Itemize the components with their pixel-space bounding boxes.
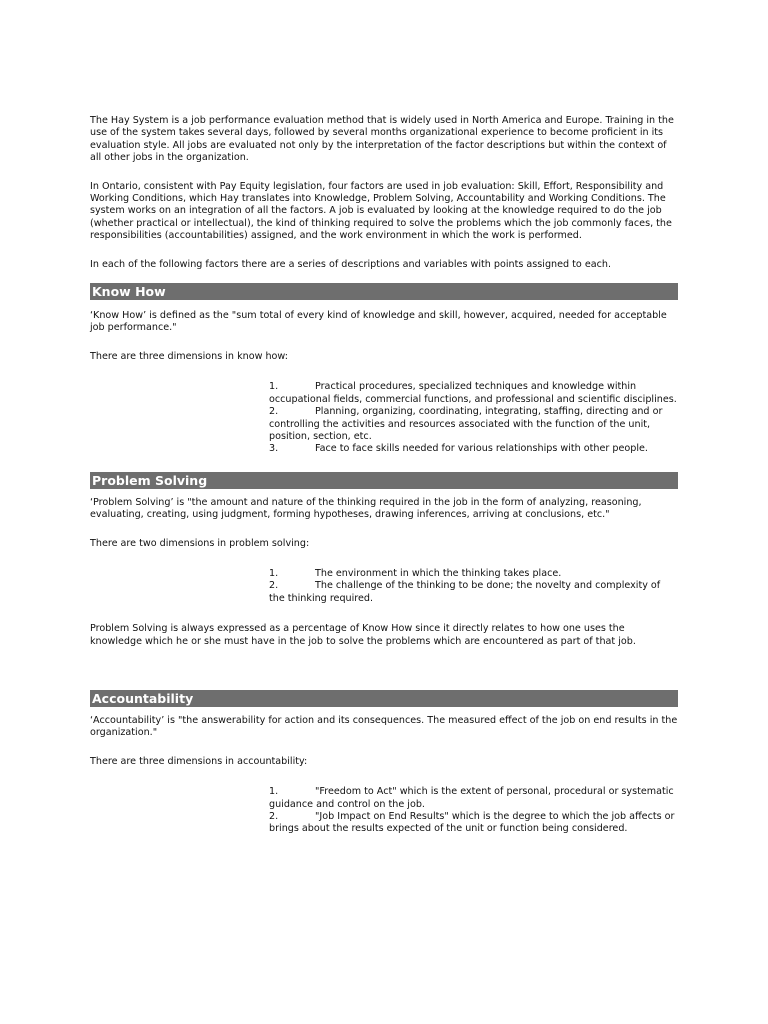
know-how-list — [269, 381, 677, 455]
intro-paragraph-2: In Ontario, consistent with Pay Equity legislation, four factors are used in job evaluation: Skill, Effort, Responsibility and Working Conditions, which Hay translates into Knowledge, Problem Solving, Accountability and Working Conditions. The system works on an integration of all the factors. A job is evaluated by looking at the knowledge required to do the job (whether practical or intellectual), the kind of thinking required to solve the problems which the job commonly faces, the responsibilities (accountabilities) assigned, and the work environment in which the work is performed. — [90, 180, 672, 242]
list-item-text: Practical procedures, specialized techniques and knowledge within occupational fields, commercial functions, and professional and scientific disciplines. — [269, 381, 677, 405]
list-item-text: "Freedom to Act" which is the extent of personal, procedural or systematic guidance and control on the job. — [269, 786, 674, 810]
list-item — [269, 406, 677, 443]
accountability-list — [269, 786, 677, 836]
problem-solving-definition: ‘Problem Solving’ is "the amount and nature of the thinking required in the job in the form of analyzing, reasoning, evaluating, creating, using judgment, forming hypotheses, drawing inferences, arriving at conclusions, etc." — [90, 496, 642, 521]
list-item-number: 1. — [269, 567, 279, 579]
list-item-number: 1. — [269, 381, 279, 393]
list-item-text: The environment in which the thinking takes place. — [315, 567, 562, 579]
know-how-heading: Know How — [90, 283, 678, 300]
list-item — [269, 580, 677, 605]
list-item — [269, 811, 677, 836]
list-item-number: 1. — [269, 786, 279, 798]
list-item-text: Planning, organizing, coordinating, integrating, staffing, directing and or controlling the activities and resources associated with the function of the unit, position, section, etc. — [269, 406, 663, 442]
document-page — [90, 115, 678, 852]
problem-solving-list — [269, 568, 677, 605]
list-item — [269, 568, 677, 580]
problem-solving-note: Problem Solving is always expressed as a percentage of Know How since it directly relates to how one uses the knowledge which he or she must have in the job to solve the problems which are encountered as part of that job. — [90, 623, 636, 647]
list-item — [269, 443, 677, 455]
accountability-definition: ‘Accountability’ is "the answerability for action and its consequences. The measured effect of the job on end results in the organization." — [90, 714, 678, 739]
accountability-heading: Accountability — [90, 690, 678, 707]
list-item-text: Face to face skills needed for various relationships with other people. — [315, 443, 648, 455]
list-item-number: 2. — [269, 811, 279, 822]
accountability-dimensions-intro: There are three dimensions in accountability: — [90, 755, 308, 767]
know-how-dimensions-intro: There are three dimensions in know how: — [90, 350, 288, 362]
problem-solving-heading: Problem Solving — [90, 472, 678, 489]
intro-paragraph-1: The Hay System is a job performance evaluation method that is widely used in North America and Europe. Training in the use of the system takes several days, followed by several months organizational experience to become proficient in its evaluation style. All jobs are evaluated not only by the interpretation of the factor descriptions but within the context of all other jobs in the organization. — [90, 115, 674, 164]
problem-solving-dimensions-intro: There are two dimensions in problem solving: — [90, 537, 310, 549]
list-item-text: The challenge of the thinking to be done; the novelty and complexity of the thinking required. — [269, 580, 661, 604]
list-item-number: 2. — [269, 406, 279, 418]
list-item-number: 3. — [269, 443, 279, 455]
list-item-number: 2. — [269, 580, 279, 592]
list-item-text: "Job Impact on End Results" which is the degree to which the job affects or brings about the results expected of the unit or function being considered. — [269, 811, 675, 835]
list-item — [269, 381, 677, 406]
know-how-definition: ‘Know How’ is defined as the "sum total of every kind of knowledge and skill, however, acquired, needed for acceptable job performance." — [90, 310, 667, 334]
intro-paragraph-3: In each of the following factors there are a series of descriptions and variables with points assigned to each. — [90, 258, 612, 270]
list-item — [269, 786, 677, 811]
